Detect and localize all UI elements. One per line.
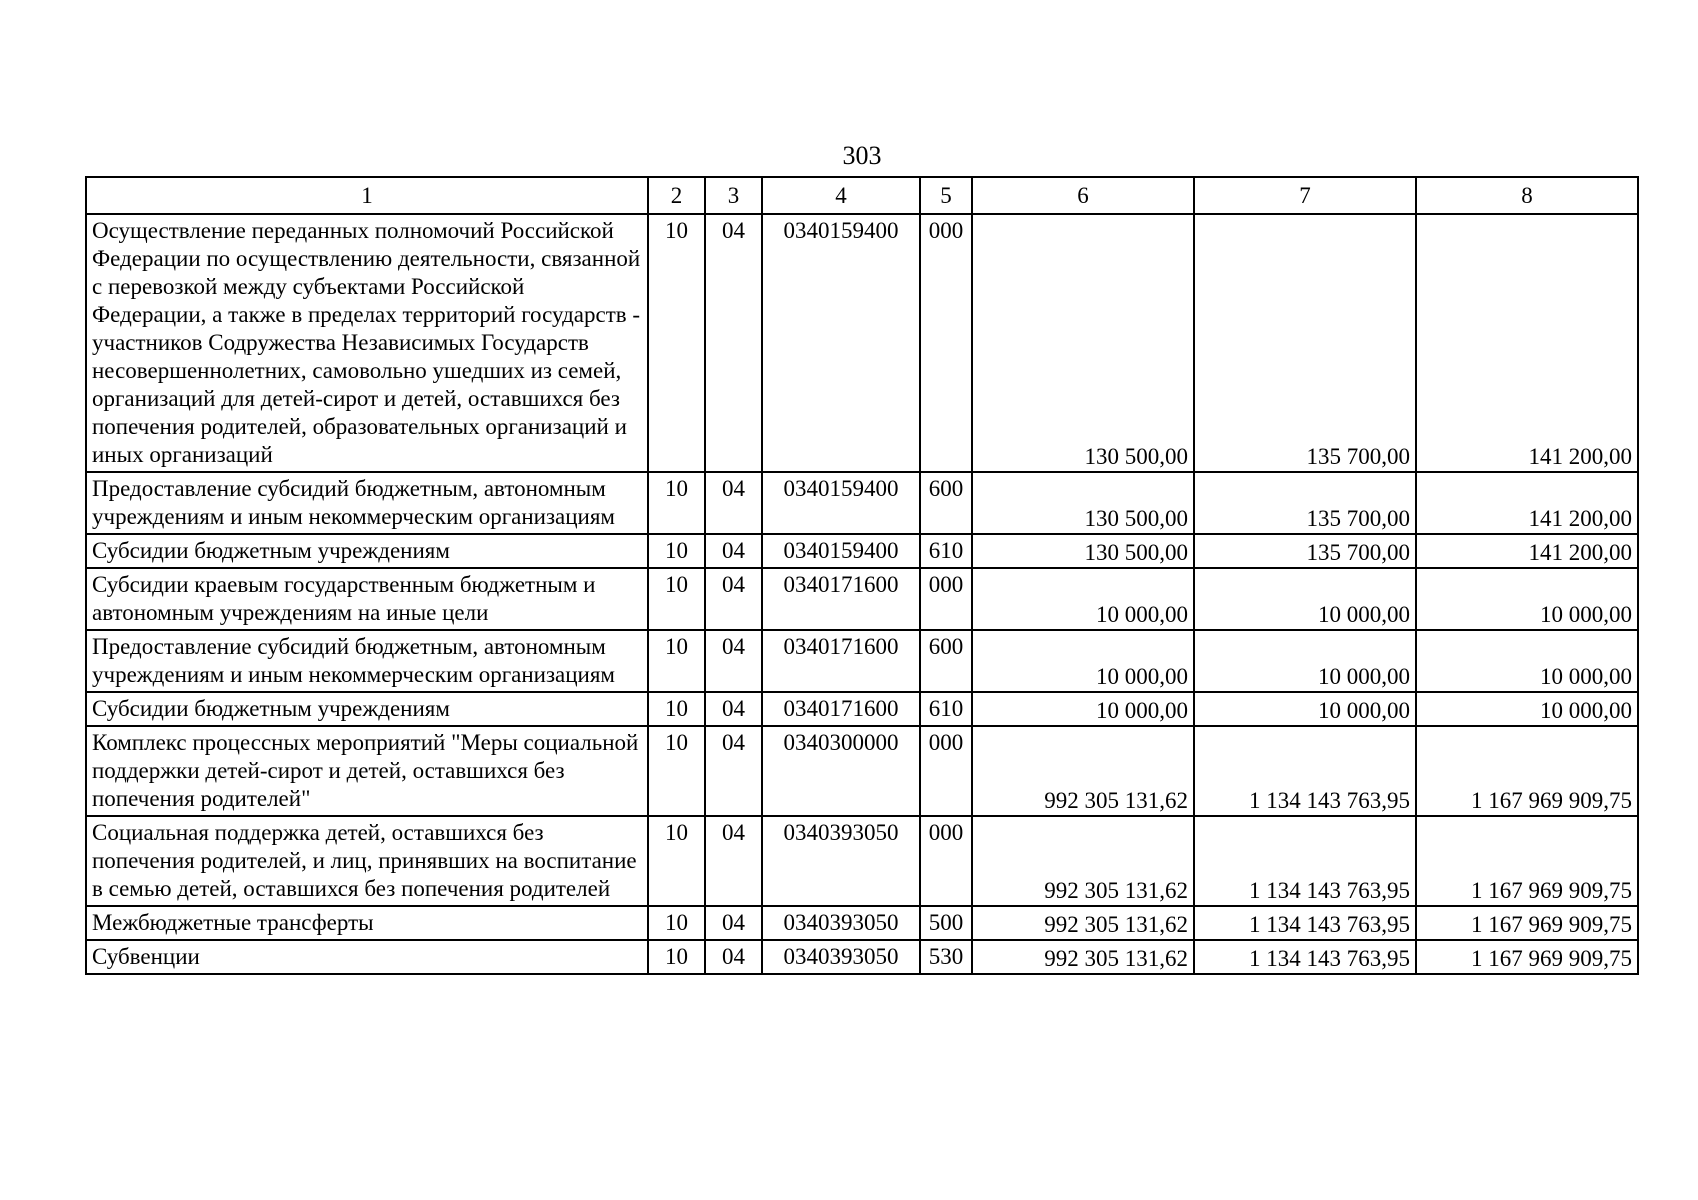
target-article-code: 0340393050 xyxy=(762,940,920,974)
expense-type-code: 000 xyxy=(920,568,972,630)
section-code: 10 xyxy=(648,630,705,692)
amount-col-6: 992 305 131,62 xyxy=(972,726,1194,816)
amount-col-7: 135 700,00 xyxy=(1194,534,1416,568)
expense-type-code: 000 xyxy=(920,214,972,472)
amount-col-6: 130 500,00 xyxy=(972,472,1194,534)
amount-col-8: 1 167 969 909,75 xyxy=(1416,726,1638,816)
budget-table xyxy=(85,176,1639,975)
column-header-4: 4 xyxy=(762,177,920,214)
amount-col-6: 130 500,00 xyxy=(972,214,1194,472)
table-body xyxy=(86,177,1638,974)
row-description: Субсидии бюджетным учреждениям xyxy=(86,534,648,568)
table-row xyxy=(86,630,1638,692)
page-number: 303 xyxy=(842,141,882,170)
section-code: 10 xyxy=(648,214,705,472)
target-article-code: 0340393050 xyxy=(762,906,920,940)
subsection-code: 04 xyxy=(705,816,762,906)
amount-col-8: 141 200,00 xyxy=(1416,214,1638,472)
subsection-code: 04 xyxy=(705,568,762,630)
amount-col-8: 10 000,00 xyxy=(1416,692,1638,726)
section-code: 10 xyxy=(648,940,705,974)
row-description: Предоставление субсидий бюджетным, автономным учреждениям и иным некоммерческим организациям xyxy=(86,630,648,692)
table-row xyxy=(86,906,1638,940)
amount-col-7: 1 134 143 763,95 xyxy=(1194,906,1416,940)
subsection-code: 04 xyxy=(705,726,762,816)
table-row xyxy=(86,726,1638,816)
amount-col-7: 10 000,00 xyxy=(1194,568,1416,630)
table-header-row xyxy=(86,177,1638,214)
target-article-code: 0340171600 xyxy=(762,692,920,726)
amount-col-6: 992 305 131,62 xyxy=(972,816,1194,906)
amount-col-7: 10 000,00 xyxy=(1194,692,1416,726)
section-code: 10 xyxy=(648,726,705,816)
amount-col-8: 1 167 969 909,75 xyxy=(1416,906,1638,940)
amount-col-7: 135 700,00 xyxy=(1194,214,1416,472)
column-header-1: 1 xyxy=(86,177,648,214)
table-row xyxy=(86,214,1638,472)
amount-col-6: 10 000,00 xyxy=(972,568,1194,630)
column-header-7: 7 xyxy=(1194,177,1416,214)
expense-type-code: 000 xyxy=(920,816,972,906)
expense-type-code: 500 xyxy=(920,906,972,940)
row-description: Комплекс процессных мероприятий "Меры социальной поддержки детей-сирот и детей, оставшихся без попечения родителей" xyxy=(86,726,648,816)
target-article-code: 0340171600 xyxy=(762,568,920,630)
section-code: 10 xyxy=(648,816,705,906)
table-row xyxy=(86,534,1638,568)
table-row xyxy=(86,816,1638,906)
table-row xyxy=(86,692,1638,726)
amount-col-7: 135 700,00 xyxy=(1194,472,1416,534)
amount-col-6: 130 500,00 xyxy=(972,534,1194,568)
amount-col-8: 10 000,00 xyxy=(1416,568,1638,630)
subsection-code: 04 xyxy=(705,906,762,940)
row-description: Субсидии бюджетным учреждениям xyxy=(86,692,648,726)
subsection-code: 04 xyxy=(705,534,762,568)
amount-col-7: 1 134 143 763,95 xyxy=(1194,816,1416,906)
amount-col-7: 1 134 143 763,95 xyxy=(1194,726,1416,816)
amount-col-6: 992 305 131,62 xyxy=(972,940,1194,974)
subsection-code: 04 xyxy=(705,472,762,534)
section-code: 10 xyxy=(648,568,705,630)
section-code: 10 xyxy=(648,692,705,726)
expense-type-code: 600 xyxy=(920,630,972,692)
subsection-code: 04 xyxy=(705,630,762,692)
table-row xyxy=(86,472,1638,534)
row-description: Межбюджетные трансферты xyxy=(86,906,648,940)
table-row xyxy=(86,940,1638,974)
expense-type-code: 610 xyxy=(920,534,972,568)
row-description: Субвенции xyxy=(86,940,648,974)
section-code: 10 xyxy=(648,906,705,940)
section-code: 10 xyxy=(648,534,705,568)
amount-col-6: 10 000,00 xyxy=(972,630,1194,692)
amount-col-8: 141 200,00 xyxy=(1416,472,1638,534)
target-article-code: 0340159400 xyxy=(762,214,920,472)
subsection-code: 04 xyxy=(705,214,762,472)
column-header-8: 8 xyxy=(1416,177,1638,214)
expense-type-code: 530 xyxy=(920,940,972,974)
amount-col-8: 141 200,00 xyxy=(1416,534,1638,568)
target-article-code: 0340159400 xyxy=(762,534,920,568)
section-code: 10 xyxy=(648,472,705,534)
column-header-6: 6 xyxy=(972,177,1194,214)
expense-type-code: 000 xyxy=(920,726,972,816)
subsection-code: 04 xyxy=(705,940,762,974)
amount-col-7: 1 134 143 763,95 xyxy=(1194,940,1416,974)
row-description: Субсидии краевым государственным бюджетным и автономным учреждениям на иные цели xyxy=(86,568,648,630)
column-header-5: 5 xyxy=(920,177,972,214)
row-description: Осуществление переданных полномочий Российской Федерации по осуществлению деятельности, связанной с перевозкой между субъектами Российской Федерации, а также в пределах территорий государств - участников Содружества Независимых Государств несовершеннолетних, самовольно ушедших из семей, организаций для детей-сирот и детей, оставшихся без попечения родителей, образовательных организаций и иных организаций xyxy=(86,214,648,472)
target-article-code: 0340159400 xyxy=(762,472,920,534)
subsection-code: 04 xyxy=(705,692,762,726)
target-article-code: 0340171600 xyxy=(762,630,920,692)
row-description: Социальная поддержка детей, оставшихся без попечения родителей, и лиц, принявших на воспитание в семью детей, оставшихся без попечения родителей xyxy=(86,816,648,906)
amount-col-8: 10 000,00 xyxy=(1416,630,1638,692)
amount-col-6: 10 000,00 xyxy=(972,692,1194,726)
column-header-2: 2 xyxy=(648,177,705,214)
amount-col-8: 1 167 969 909,75 xyxy=(1416,816,1638,906)
column-header-3: 3 xyxy=(705,177,762,214)
expense-type-code: 600 xyxy=(920,472,972,534)
amount-col-6: 992 305 131,62 xyxy=(972,906,1194,940)
amount-col-7: 10 000,00 xyxy=(1194,630,1416,692)
target-article-code: 0340300000 xyxy=(762,726,920,816)
table-row xyxy=(86,568,1638,630)
row-description: Предоставление субсидий бюджетным, автономным учреждениям и иным некоммерческим организациям xyxy=(86,472,648,534)
expense-type-code: 610 xyxy=(920,692,972,726)
target-article-code: 0340393050 xyxy=(762,816,920,906)
amount-col-8: 1 167 969 909,75 xyxy=(1416,940,1638,974)
